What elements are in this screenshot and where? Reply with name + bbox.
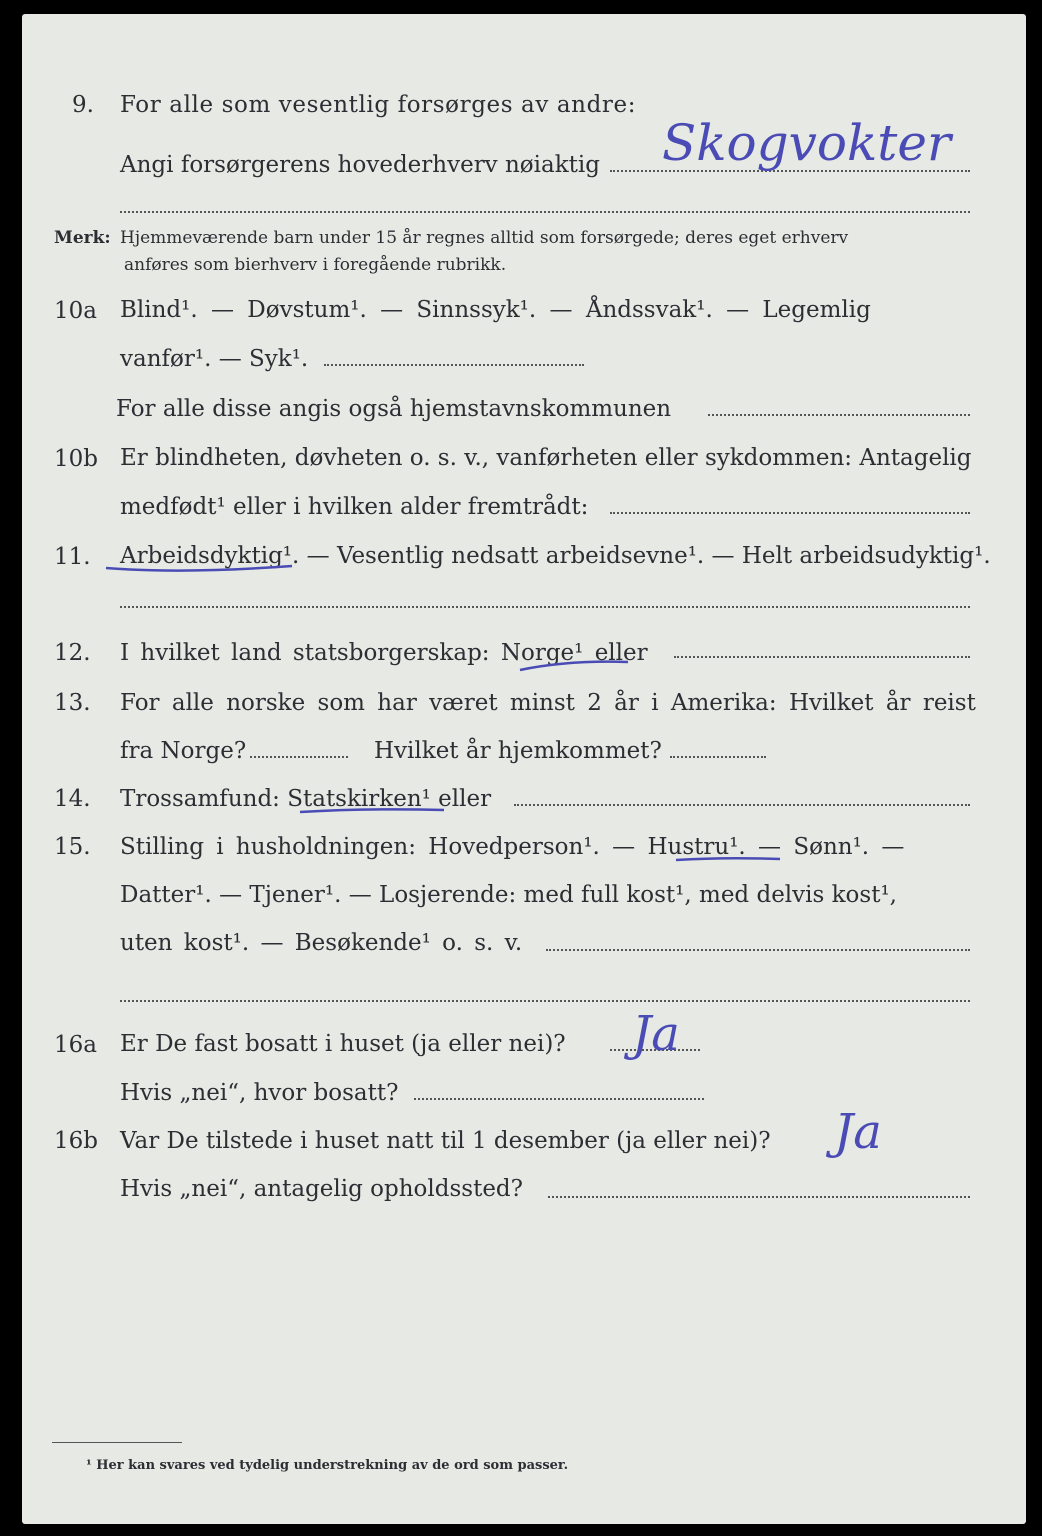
answer-line [250, 756, 348, 758]
question-13-line2a: fra Norge? [120, 738, 247, 764]
underline-mark-arbeidsdyktig [104, 556, 294, 576]
question-10a-line3: For alle disse angis også hjemstavnskommunen [116, 396, 672, 422]
question-11-number: 11. [54, 544, 91, 570]
answer-line [324, 364, 584, 366]
question-14-line1: Trossamfund: Statskirken¹ eller [120, 786, 492, 812]
footnote-text: ¹ Her kan svares ved tydelig understrekning av de ord som passer. [86, 1458, 569, 1473]
question-10b-number: 10b [54, 446, 98, 472]
question-16b-line2: Hvis „nei“, antagelig opholdssted? [120, 1176, 523, 1202]
underline-mark-hustru [674, 848, 784, 864]
note-line1: Hjemmeværende barn under 15 år regnes alltid som forsørgede; deres eget erhverv [120, 228, 849, 248]
question-10b-line2: medfødt¹ eller i hvilken alder fremtrådt: [120, 494, 589, 520]
question-13-line2b: Hvilket år hjemkommet? [374, 738, 662, 764]
underline-mark-statskirken [298, 800, 448, 816]
answer-line [120, 211, 970, 213]
answer-line [548, 1196, 970, 1198]
question-10a-line1: Blind¹. — Døvstum¹. — Sinnssyk¹. — Åndssvak¹. — Legemlig [120, 297, 871, 323]
question-16a-line2: Hvis „nei“, hvor bosatt? [120, 1080, 399, 1106]
question-9-line1: For alle som vesentlig forsørges av andre: [120, 92, 637, 118]
handwritten-answer-9: Skogvokter [662, 114, 951, 172]
note-label: Merk: [54, 228, 111, 248]
footnote-rule [52, 1442, 182, 1443]
question-9-number: 9. [72, 92, 94, 118]
census-form-page [22, 14, 1026, 1524]
question-14-number: 14. [54, 786, 91, 812]
question-16a-number: 16a [54, 1032, 97, 1058]
answer-line [674, 656, 970, 658]
question-16a-line1: Er De fast bosatt i huset (ja eller nei)? [120, 1031, 566, 1057]
question-10a-number: 10a [54, 298, 97, 324]
question-15-number: 15. [54, 834, 91, 860]
question-12-line1: I hvilket land statsborgerskap: Norge¹ eller [120, 640, 648, 666]
question-11-line1: Arbeidsdyktig¹. — Vesentlig nedsatt arbeidsevne¹. — Helt arbeidsudyktig¹. [120, 543, 991, 569]
answer-line [546, 949, 970, 951]
question-15-line3: uten kost¹. — Besøkende¹ o. s. v. [120, 930, 523, 956]
question-10a-line2: vanfør¹. — Syk¹. [120, 346, 309, 372]
question-13-number: 13. [54, 690, 91, 716]
question-16b-number: 16b [54, 1128, 98, 1154]
handwritten-answer-16b: Ja [834, 1104, 882, 1160]
answer-line [610, 512, 970, 514]
answer-line [120, 606, 970, 608]
note-line2: anføres som bierhverv i foregående rubrikk. [124, 255, 507, 275]
question-10b-line1: Er blindheten, døvheten o. s. v., vanførheten eller sykdommen: Antagelig [120, 445, 972, 471]
answer-line [514, 804, 970, 806]
answer-line [414, 1098, 704, 1100]
underline-mark-norge [518, 654, 638, 674]
handwritten-answer-16a: Ja [632, 1006, 680, 1062]
answer-line [670, 756, 766, 758]
question-13-line1: For alle norske som har været minst 2 år i Amerika: Hvilket år reist [120, 690, 976, 716]
question-12-number: 12. [54, 640, 91, 666]
answer-line [120, 1000, 970, 1002]
question-9-line2: Angi forsørgerens hovederhverv nøiaktig [120, 152, 600, 178]
question-15-line2: Datter¹. — Tjener¹. — Losjerende: med full kost¹, med delvis kost¹, [120, 882, 897, 908]
question-16b-line1: Var De tilstede i huset natt til 1 desember (ja eller nei)? [120, 1128, 771, 1154]
answer-line [708, 414, 970, 416]
question-15-line1: Stilling i husholdningen: Hovedperson¹. — Hustru¹. — Sønn¹. — [120, 834, 905, 860]
